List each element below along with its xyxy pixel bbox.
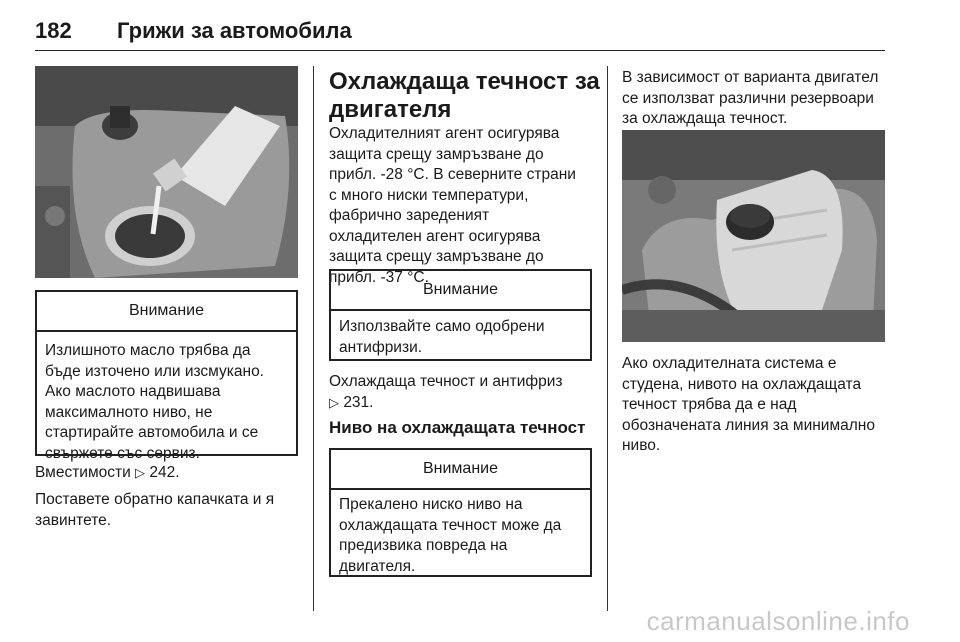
warning-body: [331, 311, 590, 358]
text-line: защита срещу замръзване до: [329, 145, 544, 163]
section-heading: [329, 68, 600, 124]
text-line: прибл. -28 °C. В северните страни: [329, 166, 576, 183]
coolant-intro-paragraph: [329, 124, 576, 288]
warning-box: [329, 269, 592, 361]
text-line: Използвайте само одобрени: [339, 318, 545, 335]
coolant-level-heading: Ниво на охлаждащата течност: [329, 418, 586, 437]
text-line: бъде източено или изсмукано.: [45, 362, 264, 380]
text-line: двигателя.: [339, 557, 416, 575]
warning-box: [329, 448, 592, 577]
warning-title: Внимание: [331, 271, 590, 311]
text-line: фабрично зареденият: [329, 207, 490, 224]
warning-title: Внимание: [331, 450, 590, 490]
coolant-reservoir-photo: [622, 130, 885, 342]
text-line: с много ниски температури,: [329, 186, 529, 204]
text-line: Поставете обратно капачката и я: [35, 491, 275, 508]
text-line: свържете със сервиз.: [45, 444, 200, 462]
text-line: прибл. -37 °C.: [329, 268, 429, 286]
text-line: обозначената линия за минимално: [622, 416, 875, 434]
page-number: 182: [35, 18, 72, 43]
text-line: максималното ниво, не: [45, 403, 213, 421]
text-line: Излишното масло трябва да: [45, 342, 251, 359]
column-divider: [607, 66, 608, 611]
text-line: Прекалено ниско ниво на: [339, 496, 523, 513]
warning-title: Внимание: [37, 292, 296, 332]
text-line: ниво.: [622, 437, 661, 454]
text-line: защита срещу замръзване до: [329, 248, 544, 265]
text-line: предизвика повреда на: [339, 537, 508, 554]
text-line: за охлаждаща течност.: [622, 110, 788, 127]
capacity-label: Вместимости: [35, 464, 131, 481]
oil-filling-photo: [35, 66, 298, 278]
text-line: Ако маслото надвишава: [45, 383, 221, 400]
text-line: охлаждащата течност може да: [339, 516, 562, 534]
warning-box: [35, 290, 298, 462]
cold-level-paragraph: [622, 354, 875, 457]
watermark: carmanualsonline.info: [646, 606, 910, 636]
heading-line: Охлаждаща течност за: [329, 68, 600, 95]
page-title: Грижи за автомобила: [117, 18, 352, 43]
arrow-ref-icon: ▷: [329, 394, 339, 410]
text-line: Охлаждаща течност и антифриз: [329, 373, 563, 390]
capacity-page-link[interactable]: 242.: [149, 464, 180, 481]
text-line: В зависимост от варианта двигател: [622, 69, 879, 86]
antifreeze-reference: [329, 372, 563, 413]
text-line: Охладителният агент осигурява: [329, 125, 560, 142]
text-line: течност трябва да е над: [622, 396, 797, 413]
heading-line: двигателя: [329, 96, 452, 123]
text-line: се използват различни резервоари: [622, 89, 874, 107]
reservoir-intro-paragraph: [622, 68, 878, 130]
antifreeze-page-link[interactable]: 231.: [343, 393, 374, 411]
warning-body: [37, 332, 296, 464]
capacity-reference: [35, 463, 180, 484]
header-rule: [35, 50, 885, 51]
text-line: стартирайте автомобила и се: [45, 424, 259, 441]
text-line: охладителен агент осигурява: [329, 227, 541, 245]
arrow-ref-icon: ▷: [135, 465, 146, 480]
text-line: студена, нивото на охлаждащата: [622, 375, 862, 393]
warning-body: [331, 490, 590, 577]
reinstall-paragraph: [35, 490, 274, 531]
text-line: антифризи.: [339, 338, 423, 356]
column-divider: [313, 66, 314, 611]
text-line: завинтете.: [35, 511, 112, 529]
text-line: Ако охладителната система е: [622, 355, 837, 372]
page-header: [35, 18, 885, 52]
